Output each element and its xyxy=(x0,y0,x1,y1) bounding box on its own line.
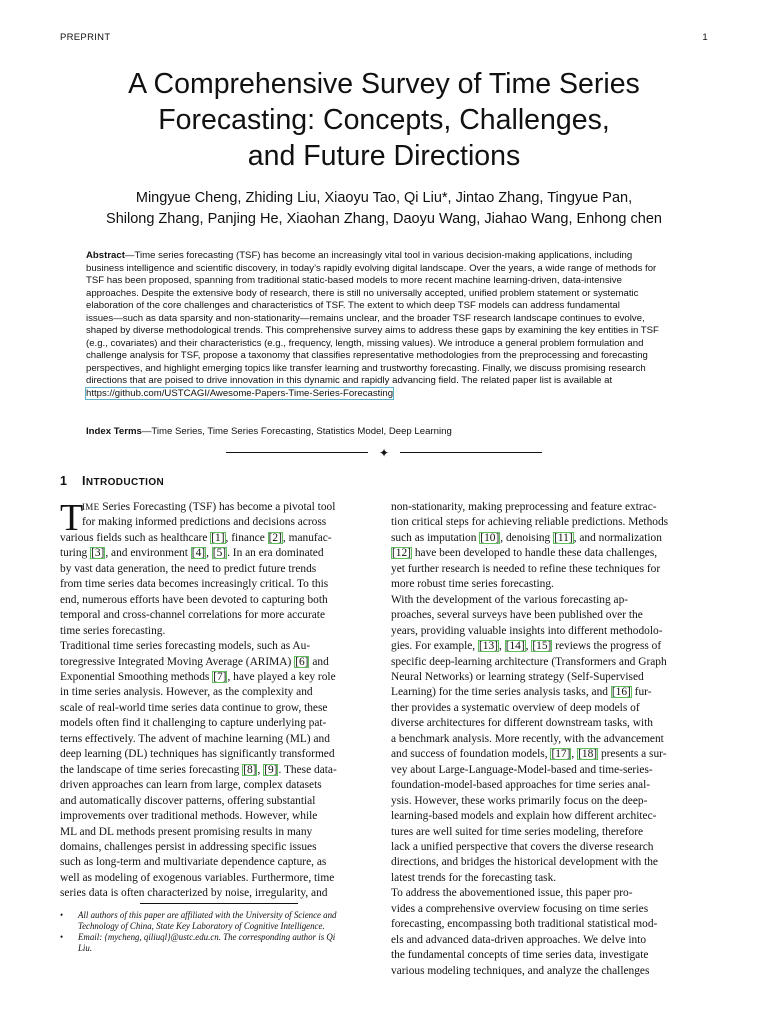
body-line: lack a unified perspective that covers the diverse research xyxy=(391,840,654,853)
body-line: vides a comprehensive overview focusing on time series xyxy=(391,902,649,915)
body-line: latest trends for the forecasting task. xyxy=(391,871,557,884)
index-terms xyxy=(86,426,686,439)
index-terms-text: —Time Series, Time Series Forecasting, Statistics Model, Deep Learning xyxy=(141,426,452,437)
body-line: such as long-term and multivariate dependence capture, as xyxy=(60,856,327,869)
body-line: ther provides a systematic overview of deep models of xyxy=(391,701,640,714)
citation-link[interactable]: [4] xyxy=(191,547,206,560)
body-line: vey about Large-Language-Model-based and time-series- xyxy=(391,763,653,776)
body-line: specific deep-learning architecture (Transformers and Graph xyxy=(391,655,667,668)
title-line: A Comprehensive Survey of Time Series xyxy=(128,68,640,100)
abstract-line: TSF has been proposed, spanning from traditional static-based models to more recent machine learning-driven, data-intensive xyxy=(86,275,622,286)
body-line: terns effectively. The advent of machine learning (ML) and xyxy=(60,732,330,745)
body-line: from time series data becomes increasingly critical. To this xyxy=(60,578,329,591)
abstract-line: directions that are poised to drive innovation in this dynamic and rapidly advancing field. The related paper list is available at xyxy=(86,375,613,386)
drop-cap: T xyxy=(60,497,84,539)
citation-link[interactable]: [6] xyxy=(295,655,309,668)
body-line: deep learning (DL) techniques has significantly transformed xyxy=(60,748,335,761)
page-number: 1 xyxy=(702,32,708,43)
body-line: learning-based models and explain how different architec- xyxy=(391,810,657,823)
body-line: temporal and cross-channel correlations for more accurate xyxy=(60,609,326,622)
abstract-line: perspectives, and highlight emerging topics like transfer learning and trustworthy forecasting. Finally, we discuss promising research xyxy=(86,362,646,374)
section-title-rest: NTRODUCTION xyxy=(85,477,165,488)
abstract-label: Abstract xyxy=(86,250,125,261)
body-line: improvements over traditional methods. However, while xyxy=(60,810,318,823)
body-line: ysis. However, these works primarily focus on the deep- xyxy=(391,794,648,807)
body-line: domains, challenges persist in addressing specific issues xyxy=(60,840,317,853)
body-line: various fields such as healthcare [1], finance [2], manufac- xyxy=(60,531,332,544)
body-line: and automatically discover patterns, offering substantial xyxy=(60,794,316,807)
body-column-left xyxy=(60,497,378,902)
body-line: foundation-model-based approaches for time series anal- xyxy=(391,779,651,792)
body-line: in time series analysis. However, as the complexity and xyxy=(60,686,313,699)
body-line: the fundamental concepts of time series data, investigate xyxy=(391,949,649,962)
body-line: turing [3], and environment [4], [5]. In an era dominated xyxy=(60,547,324,560)
body-line: Exponential Smoothing methods [7], have played a key role xyxy=(60,670,336,683)
footnote-email xyxy=(60,932,378,954)
body-line: non-stationarity, making preprocessing and feature extrac- xyxy=(391,501,657,513)
body-line: scale of real-world time series data continue to grow, these xyxy=(60,701,328,714)
footnote-line: Email: {mycheng, qiliuql}@ustc.edu.cn. The corresponding author is Qi xyxy=(78,932,336,942)
abstract-line: business intelligence and scientific discovery, in today’s rapidly evolving digital landscape. Over the years, a wide range of methods for xyxy=(86,262,657,274)
body-line: more robust time series forecasting. xyxy=(391,578,554,591)
body-line: [12] have been developed to handle these data challenges, xyxy=(392,547,658,560)
body-line: Neural Networks) or learning strategy (Self-Supervised xyxy=(391,670,644,683)
body-line: Learning) for the time series analysis tasks, and [16] fur- xyxy=(391,686,652,699)
abstract-line: elaboration of the core challenges and characteristics of TSF. The extent to which deep TSF models can address fundamental xyxy=(86,300,620,311)
body-line: the landscape of time series forecasting [8], [9]. These data- xyxy=(60,763,337,776)
abstract-line: approaches. Despite the extensive body of research, there is still no universally accepted, unified problem statement or systematic xyxy=(86,287,639,299)
body-line: for making informed predictions and decisions across xyxy=(82,516,327,529)
repo-link[interactable]: https://github.com/USTCAGI/Awesome-Papers-Time-Series-Forecasting xyxy=(86,387,394,399)
author-line: Mingyue Cheng, Zhiding Liu, Xiaoyu Tao, Qi Liu*, Jintao Zhang, Tingyue Pan, xyxy=(135,190,633,206)
body-line: proaches, several surveys have been published over the xyxy=(391,609,643,622)
body-line: and success of foundation models, [17], [18] presents a sur- xyxy=(391,748,667,761)
abstract xyxy=(86,250,686,400)
footnote-affiliation xyxy=(60,910,378,932)
body-column-right xyxy=(391,500,709,979)
bullet-icon: • xyxy=(60,932,64,942)
divider-rule-right xyxy=(400,452,542,453)
body-line: a benchmark analysis. More recently, with the advancement xyxy=(391,732,664,745)
footnote-line: Liu. xyxy=(78,943,93,953)
body-line: tion critical steps for achieving reliable predictions. Methods xyxy=(391,516,669,529)
author-line: Shilong Zhang, Panjing He, Xiaohan Zhang, Daoyu Wang, Jiahao Wang, Enhong chen xyxy=(106,211,662,227)
citation-link[interactable]: [18] xyxy=(578,748,598,761)
section-divider xyxy=(226,446,542,460)
citation-link[interactable]: [14] xyxy=(505,640,525,653)
citation-link[interactable]: [9] xyxy=(264,763,278,776)
paper-title xyxy=(60,66,708,174)
citation-link[interactable]: [8] xyxy=(243,763,257,776)
body-line: directions, and bridges the historical development with the xyxy=(391,856,658,869)
body-line: diverse architectures for different downstream tasks, with xyxy=(391,717,654,730)
citation-link[interactable]: [16] xyxy=(611,686,631,699)
preprint-label: PREPRINT xyxy=(60,32,111,43)
first-word-smallcaps: IME xyxy=(82,502,100,512)
divider-ornament-icon: ✦ xyxy=(379,446,390,460)
body-line: Traditional time series forecasting models, such as Au- xyxy=(60,640,311,653)
citation-link[interactable]: [3] xyxy=(91,547,105,560)
footnote-rule xyxy=(140,903,298,904)
citation-link[interactable]: [10] xyxy=(480,531,500,544)
body-line: tures are well suited for time series modeling, therefore xyxy=(391,825,644,838)
footnote-line: Technology of China, State Key Laboratory of Cognitive Intelligence. xyxy=(78,921,325,931)
citation-link[interactable]: [7] xyxy=(213,670,227,683)
body-line: With the development of the various forecasting ap- xyxy=(391,593,629,606)
index-terms-label: Index Terms xyxy=(86,426,142,437)
running-header xyxy=(60,32,708,46)
citation-link[interactable]: [13] xyxy=(479,640,498,653)
footnotes xyxy=(60,910,378,954)
body-line: such as imputation [10], denoising [11], and normalization xyxy=(391,531,662,544)
title-line: Forecasting: Concepts, Challenges, xyxy=(158,104,610,136)
title-line: and Future Directions xyxy=(247,140,521,172)
citation-link[interactable]: [17] xyxy=(551,748,571,761)
body-line: series data is often characterized by noise, irregularity, and xyxy=(60,887,328,900)
citation-link[interactable]: [1] xyxy=(211,531,225,544)
body-line: toregressive Integrated Moving Average (ARIMA) [6] and xyxy=(60,655,329,668)
citation-link[interactable]: [11] xyxy=(554,531,573,544)
divider-rule-left xyxy=(226,452,368,453)
section-heading xyxy=(60,474,164,488)
abstract-line: (e.g., covariates) and their characteristics (e.g., frequency, length, missing values). We introduce a general problem formulation and xyxy=(86,337,644,349)
body-line: gies. For example, [13], [14], [15] reviews the progress of xyxy=(391,640,662,653)
author-list xyxy=(60,188,708,230)
body-line: time series forecasting. xyxy=(60,624,166,637)
abstract-line: shaped by diverse methodological trends. This comprehensive survey aims to address these gaps by examining the key entities in TSF xyxy=(86,325,659,336)
body-line: ML and DL methods present promising results in many xyxy=(60,825,313,838)
body-line: various modeling techniques, and analyze the challenges xyxy=(391,964,650,977)
abstract-line xyxy=(86,388,686,401)
body-line: end, numerous efforts have been devoted to capturing both xyxy=(60,593,328,606)
body-line: by vast data generation, the need to predict future trends xyxy=(60,562,317,575)
body-line: years, providing valuable insights into different methodolo- xyxy=(391,624,663,637)
citation-link[interactable]: [12] xyxy=(392,547,411,560)
bullet-icon: • xyxy=(60,910,64,920)
abstract-text: —Time series forecasting (TSF) has become an increasingly vital tool in various decision-making applications, including xyxy=(124,250,633,261)
abstract-line: challenge analysis for TSF, propose a taxonomy that classifies representative methodologies from the preprocessing and forecasting xyxy=(86,350,648,361)
body-line: IME Series Forecasting (TSF) has become a pivotal tool xyxy=(82,501,336,513)
body-line: models often find it challenging to capture underlying pat- xyxy=(60,717,327,730)
citation-link[interactable]: [5] xyxy=(212,547,227,560)
body-line: well as modeling of exogenous variables. Furthermore, time xyxy=(60,871,335,884)
section-title-initial: I xyxy=(82,474,86,488)
abstract-line: issues—such as data sparsity and non-stationarity—remains unclear, and the broader TSF research landscape continues to evolve, xyxy=(86,312,645,324)
body-line: driven approaches can learn from large, complex datasets xyxy=(60,779,322,792)
body-line: To address the abovementioned issue, this paper pro- xyxy=(391,887,633,900)
section-number: 1 xyxy=(60,474,68,488)
body-line: forecasting, encompassing both traditional statistical mod- xyxy=(391,918,658,931)
footnote-line: All authors of this paper are affiliated with the University of Science and xyxy=(78,910,337,920)
citation-link[interactable]: [2] xyxy=(268,531,282,544)
body-line: els and advanced data-driven approaches. We delve into xyxy=(391,933,647,946)
citation-link[interactable]: [15] xyxy=(532,640,552,653)
body-line: yet further research is needed to refine these techniques for xyxy=(391,562,661,575)
abstract-line xyxy=(86,250,686,263)
